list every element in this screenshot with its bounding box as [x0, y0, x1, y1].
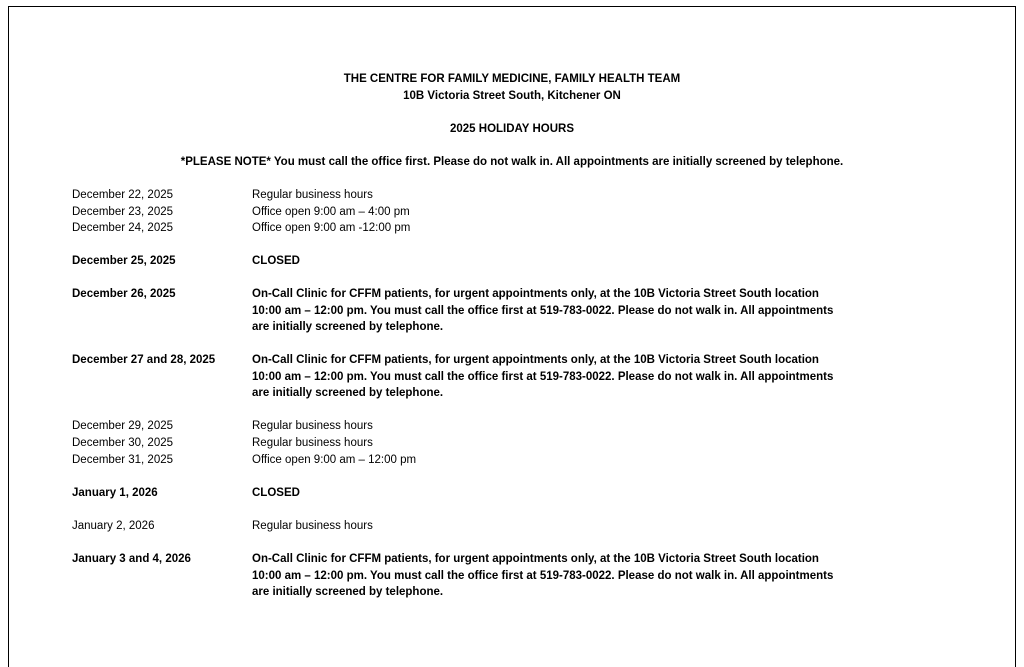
schedule-date: December 29, 2025 — [72, 420, 174, 432]
schedule-desc: Office open 9:00 am – 12:00 pm — [252, 454, 417, 466]
schedule-desc: CLOSED — [252, 487, 300, 499]
schedule-desc-line: 10:00 am – 12:00 pm. You must call the office first at 519-783-0022. Please do not walk in. All appointments — [252, 569, 834, 582]
document-page — [8, 6, 1016, 667]
schedule-desc: Regular business hours — [252, 189, 373, 201]
schedule-desc-line: are initially screened by telephone. — [252, 387, 444, 399]
schedule-date: December 25, 2025 — [72, 255, 176, 267]
schedule-desc: Regular business hours — [252, 420, 373, 432]
schedule-date: December 23, 2025 — [72, 206, 174, 218]
schedule-desc-line: 10:00 am – 12:00 pm. You must call the office first at 519-783-0022. Please do not walk in. All appointments — [252, 370, 834, 383]
page-title: 2025 HOLIDAY HOURS — [450, 123, 574, 135]
schedule-date: December 24, 2025 — [72, 222, 174, 234]
org-name: THE CENTRE FOR FAMILY MEDICINE, FAMILY HEALTH TEAM — [343, 73, 681, 85]
schedule-date: January 3 and 4, 2026 — [72, 553, 191, 565]
schedule-date: December 31, 2025 — [72, 454, 174, 466]
schedule-date: January 2, 2026 — [72, 520, 155, 532]
schedule-date: January 1, 2026 — [72, 487, 158, 499]
schedule-desc-line: are initially screened by telephone. — [252, 586, 444, 598]
schedule-desc-block — [252, 551, 833, 601]
schedule-desc: Regular business hours — [252, 520, 373, 532]
schedule-date: December 30, 2025 — [72, 437, 174, 449]
schedule-desc-line: 10:00 am – 12:00 pm. You must call the office first at 519-783-0022. Please do not walk in. All appointments — [252, 304, 834, 317]
schedule-desc-line: On-Call Clinic for CFFM patients, for urgent appointments only, at the 10B Victoria Street South location — [252, 288, 819, 300]
schedule-desc-line: On-Call Clinic for CFFM patients, for urgent appointments only, at the 10B Victoria Street South location — [252, 553, 819, 565]
schedule-date: December 27 and 28, 2025 — [72, 354, 216, 366]
schedule-desc: Office open 9:00 am – 4:00 pm — [252, 206, 410, 218]
schedule-desc: Regular business hours — [252, 437, 373, 449]
schedule-desc: CLOSED — [252, 255, 300, 267]
important-note: *PLEASE NOTE* You must call the office first. Please do not walk in. All appointments are initially screened by telephone. — [180, 156, 844, 168]
org-address: 10B Victoria Street South, Kitchener ON — [403, 90, 621, 102]
schedule-date: December 22, 2025 — [72, 189, 174, 201]
schedule-desc-line: On-Call Clinic for CFFM patients, for urgent appointments only, at the 10B Victoria Street South location — [252, 354, 819, 366]
schedule-date: December 26, 2025 — [72, 288, 176, 300]
schedule-desc: Office open 9:00 am -12:00 pm — [252, 222, 411, 234]
schedule-desc-block — [252, 286, 833, 336]
schedule-desc-line: are initially screened by telephone. — [252, 321, 444, 333]
schedule-desc-block — [252, 352, 833, 402]
